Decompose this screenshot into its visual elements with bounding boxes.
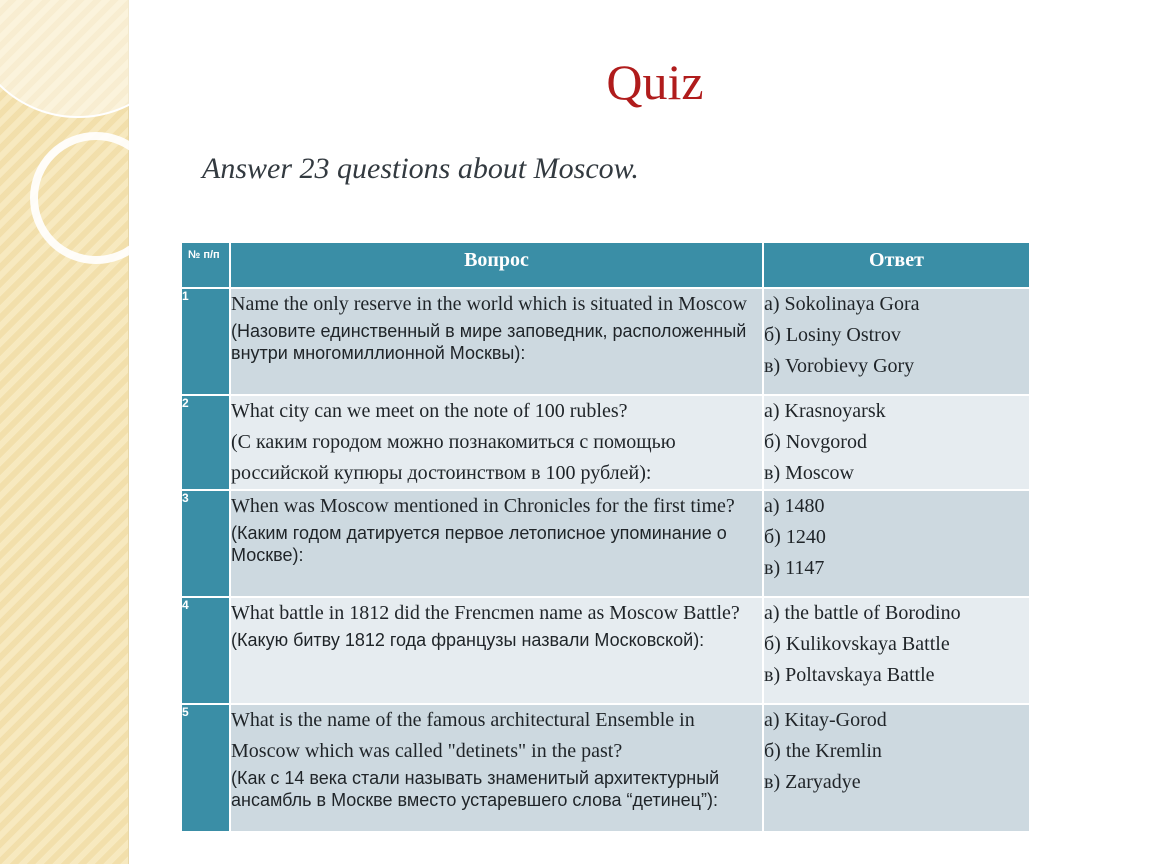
answer-cell (763, 490, 1030, 597)
answer-cell (763, 395, 1030, 490)
question-english: What battle in 1812 did the Frencmen name as Moscow Battle? (231, 602, 740, 624)
answer-option: в) Vorobievy Gory (764, 355, 915, 377)
answer-option: а) Krasnoyarsk (764, 400, 886, 422)
slide-subtitle: Answer 23 questions about Moscow. (202, 152, 639, 185)
answer-option: а) Kitay-Gorod (764, 709, 887, 731)
question-english: What is the name of the famous architectural Ensemble in Moscow which was called "detinets" in the past? (231, 709, 695, 762)
answer-option: а) Sokolinaya Gora (764, 293, 920, 315)
table-row (181, 704, 1030, 832)
question-cell (230, 704, 763, 832)
answer-option: б) Kulikovskaya Battle (764, 633, 950, 655)
decorative-ring-small (34, 136, 135, 260)
answer-cell (763, 704, 1030, 832)
question-english: What city can we meet on the note of 100 rubles? (231, 400, 628, 422)
row-number: 3 (181, 490, 230, 597)
table-row (181, 490, 1030, 597)
table-header-row (181, 242, 1030, 288)
slide-title: Quiz (606, 54, 704, 110)
header-number: № п/п (181, 242, 230, 288)
quiz-table (180, 241, 1031, 833)
row-number: 4 (181, 597, 230, 704)
header-answer: Ответ (763, 242, 1030, 288)
table-row (181, 288, 1030, 395)
answer-option: в) Zaryadye (764, 771, 861, 793)
answer-option: в) 1147 (764, 557, 825, 579)
question-english: When was Moscow mentioned in Chronicles for the first time? (231, 495, 735, 517)
header-question: Вопрос (230, 242, 763, 288)
row-number: 1 (181, 288, 230, 395)
question-russian: (Как с 14 века стали называть знаменитый архитектурный ансамбль в Москве вместо устаревшего слова “детинец”): (231, 768, 720, 810)
answer-option: б) the Kremlin (764, 740, 882, 762)
row-number: 2 (181, 395, 230, 490)
answer-cell (763, 288, 1030, 395)
question-cell (230, 597, 763, 704)
answer-option: б) 1240 (764, 526, 826, 548)
answer-option: а) 1480 (764, 495, 825, 517)
answer-option: а) the battle of Borodino (764, 602, 961, 624)
answer-option: в) Moscow (764, 462, 854, 484)
answer-option: в) Poltavskaya Battle (764, 664, 935, 686)
decorative-circles (0, 0, 135, 330)
table-row (181, 395, 1030, 490)
decorative-ring-large (0, 0, 135, 117)
question-russian: (Какую битву 1812 года французы назвали Московской): (231, 630, 705, 650)
answer-cell (763, 597, 1030, 704)
question-cell (230, 490, 763, 597)
question-cell (230, 395, 763, 490)
answer-option: б) Losiny Ostrov (764, 324, 901, 346)
question-russian: (Назовите единственный в мире заповедник, расположенный внутри многомиллионной Москвы): (231, 321, 747, 363)
question-english: Name the only reserve in the world which is situated in Moscow (231, 293, 747, 315)
answer-option: б) Novgorod (764, 431, 867, 453)
table-row (181, 597, 1030, 704)
question-cell (230, 288, 763, 395)
question-russian: (Каким годом датируется первое летописное упоминание о Москве): (231, 523, 727, 565)
question-russian: (С каким городом можно познакомиться с помощью российской купюры достоинством в 100 рублей): (231, 431, 676, 484)
row-number: 5 (181, 704, 230, 832)
